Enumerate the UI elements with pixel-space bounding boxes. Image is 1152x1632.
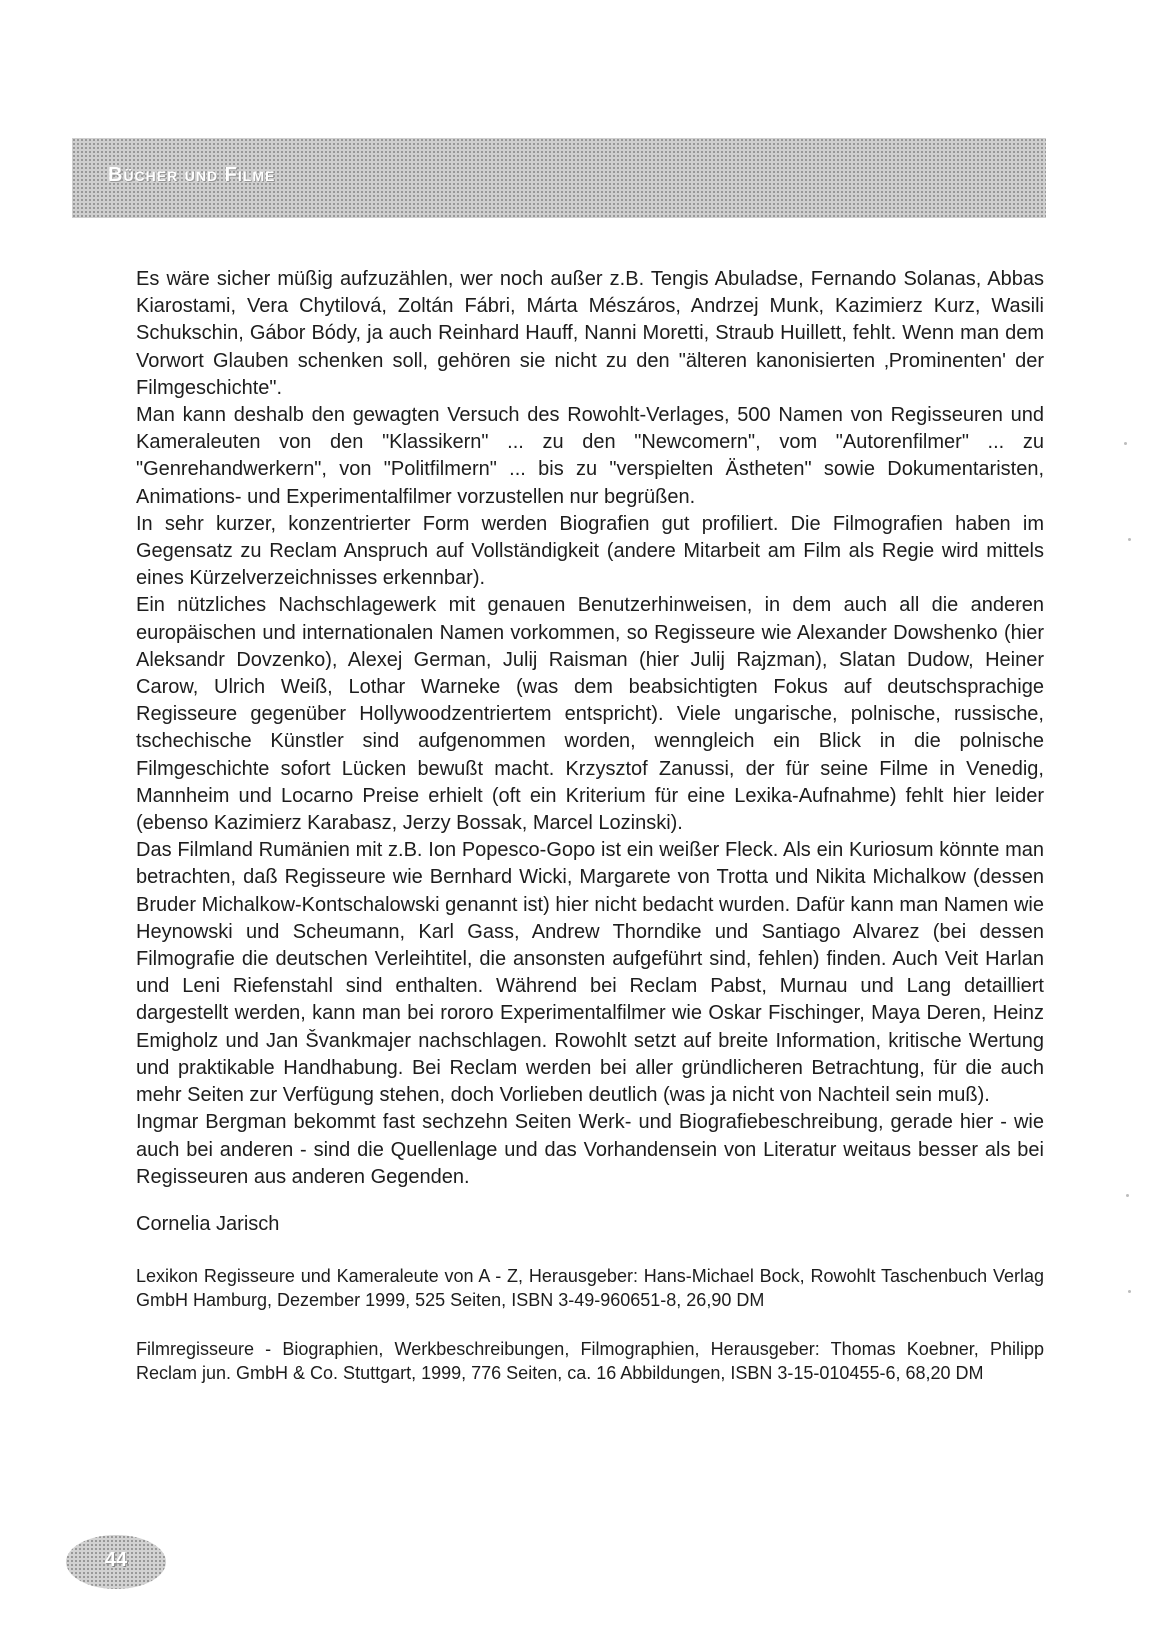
margin-speck — [1126, 1194, 1129, 1197]
article-paragraph-6: Ingmar Bergman bekommt fast sechzehn Seiten Werk- und Biografiebeschreibung, gerade hier - wie auch bei anderen - sind die Quellenlage und das Vorhandensein von Literatur weitaus besser als bei Regisseuren aus anderen Gegenden. — [136, 1111, 1044, 1188]
article-paragraph-1: Es wäre sicher müßig aufzuzählen, wer noch außer z.B. Tengis Abuladse, Fernando Solanas, Abbas Kiarostami, Vera Chytilová, Zoltán Fábri, Márta Mészáros, Andrzej Munk, Kazimierz Kurz, Wasili Schukschin, Gábor Bódy, ja auch Reinhard Hauff, Nanni Moretti, Straub Huillett, fehlt. Wenn man dem Vorwort Glauben schenken soll, gehören sie nicht zu den "älteren kanonisierten ‚Prominenten' der Filmgeschichte". — [136, 268, 1044, 399]
article-paragraph-2: Man kann deshalb den gewagten Versuch des Rowohlt-Verlages, 500 Namen von Regisseuren und Kameraleuten von den "Klassikern" ... zu den "Newcomern", vom "Autorenfilmer" ... zu "Genrehandwerkern", von "Politfilmern" ... bis zu "verspielten Ästheten" sowie Dokumentaristen, Animations- und Experimentalfilmer vorzustellen nur begrüßen. — [136, 404, 1044, 508]
review-article — [136, 266, 1044, 1191]
page-content — [136, 266, 1044, 1410]
margin-speck — [1128, 1290, 1131, 1293]
article-paragraph-3: In sehr kurzer, konzentrierter Form werden Biografien gut profiliert. Die Filmografien haben im Gegensatz zu Reclam Anspruch auf Vollständigkeit (andere Mitarbeit am Film als Regie wird mittels eines Kürzelverzeichnisses erkennbar). — [136, 512, 1044, 590]
book-reference-1: Lexikon Regisseure und Kameraleute von A - Z, Herausgeber: Hans-Michael Bock, Rowohlt Taschenbuch Verlag GmbH Hamburg, Dezember 1999, 525 Seiten, ISBN 3-49-960651-8, 26,90 DM — [136, 1265, 1044, 1311]
margin-speck — [1124, 442, 1127, 445]
margin-speck — [1128, 538, 1131, 541]
section-title: Bücher und Filme — [108, 164, 276, 186]
book-references — [136, 1264, 1044, 1386]
article-paragraph-4: Ein nützliches Nachschlagewerk mit genauen Benutzerhinweisen, in dem auch all die anderen europäischen und internationalen Namen vorkommen, so Regisseure wie Alexander Dowshenko (hier Aleksandr Dovzenko), Alexej German, Julij Raisman (hier Julij Rajzman), Slatan Dudow, Heiner Carow, Ulrich Weiß, Lothar Warneke (was dem beabsichtigten Fokus auf deutschsprachige Regisseure gegenüber Hollywoodzentriertem entspricht). Viele ungarische, polnische, russische, tschechische Künstler sind aufgenommen worden, wenngleich ein Blick in die polnische Filmgeschichte sofort Lücken bewußt macht. Krzysztof Zanussi, der für seine Filme in Venedig, Mannheim und Locarno Preise erhielt (oft ein Kriterium für eine Lexika-Aufnahme) fehlt hier leider (ebenso Kazimierz Karabasz, Jerzy Bossak, Marcel Lozinski). — [136, 594, 1044, 835]
page-number: 44 — [104, 1549, 128, 1571]
article-paragraph-5: Das Filmland Rumänien mit z.B. Ion Popesco-Gopo ist ein weißer Fleck. Als ein Kuriosum könnte man betrachten, daß Regisseure wie Bernhard Wicki, Margarete von Trotta und Nikita Michalkow (dessen Bruder Michalkow-Kontschalowski genannt ist) hier nicht bedacht wurden. Dafür kann man Namen wie Heynowski und Scheumann, Karl Gass, Andrew Thorndike und Santiago Alvarez (bei dessen Filmografie die deutschen Verleihtitel, die ansonsten aufgeführt sind, fehlen) finden. Auch Veit Harlan und Leni Riefenstahl sind enthalten. Während bei Reclam Pabst, Murnau und Lang detailliert dargestellt werden, kann man bei rororo Experimentalfilmer wie Oskar Fischinger, Maya Deren, Heinz Emigholz und Jan Švankmajer nachschlagen. Rowohlt setzt auf breite Information, kritische Wertung und praktikable Handhabung. Bei Reclam werden bei aller gründlicheren Betrachtung, für die auch mehr Seiten zur Verfügung stehen, doch Vorlieben deutlich (was ja nicht von Nachteil sein muß). — [136, 839, 1044, 1107]
book-reference-2: Filmregisseure - Biographien, Werkbeschreibungen, Filmographien, Herausgeber: Thomas Koebner, Philipp Reclam jun. GmbH & Co. Stuttgart, 1999, 776 Seiten, ca. 16 Abbildungen, ISBN 3-15-010455-6, 68,20 DM — [136, 1338, 1044, 1384]
author-name: Cornelia Jarisch — [136, 1212, 280, 1235]
